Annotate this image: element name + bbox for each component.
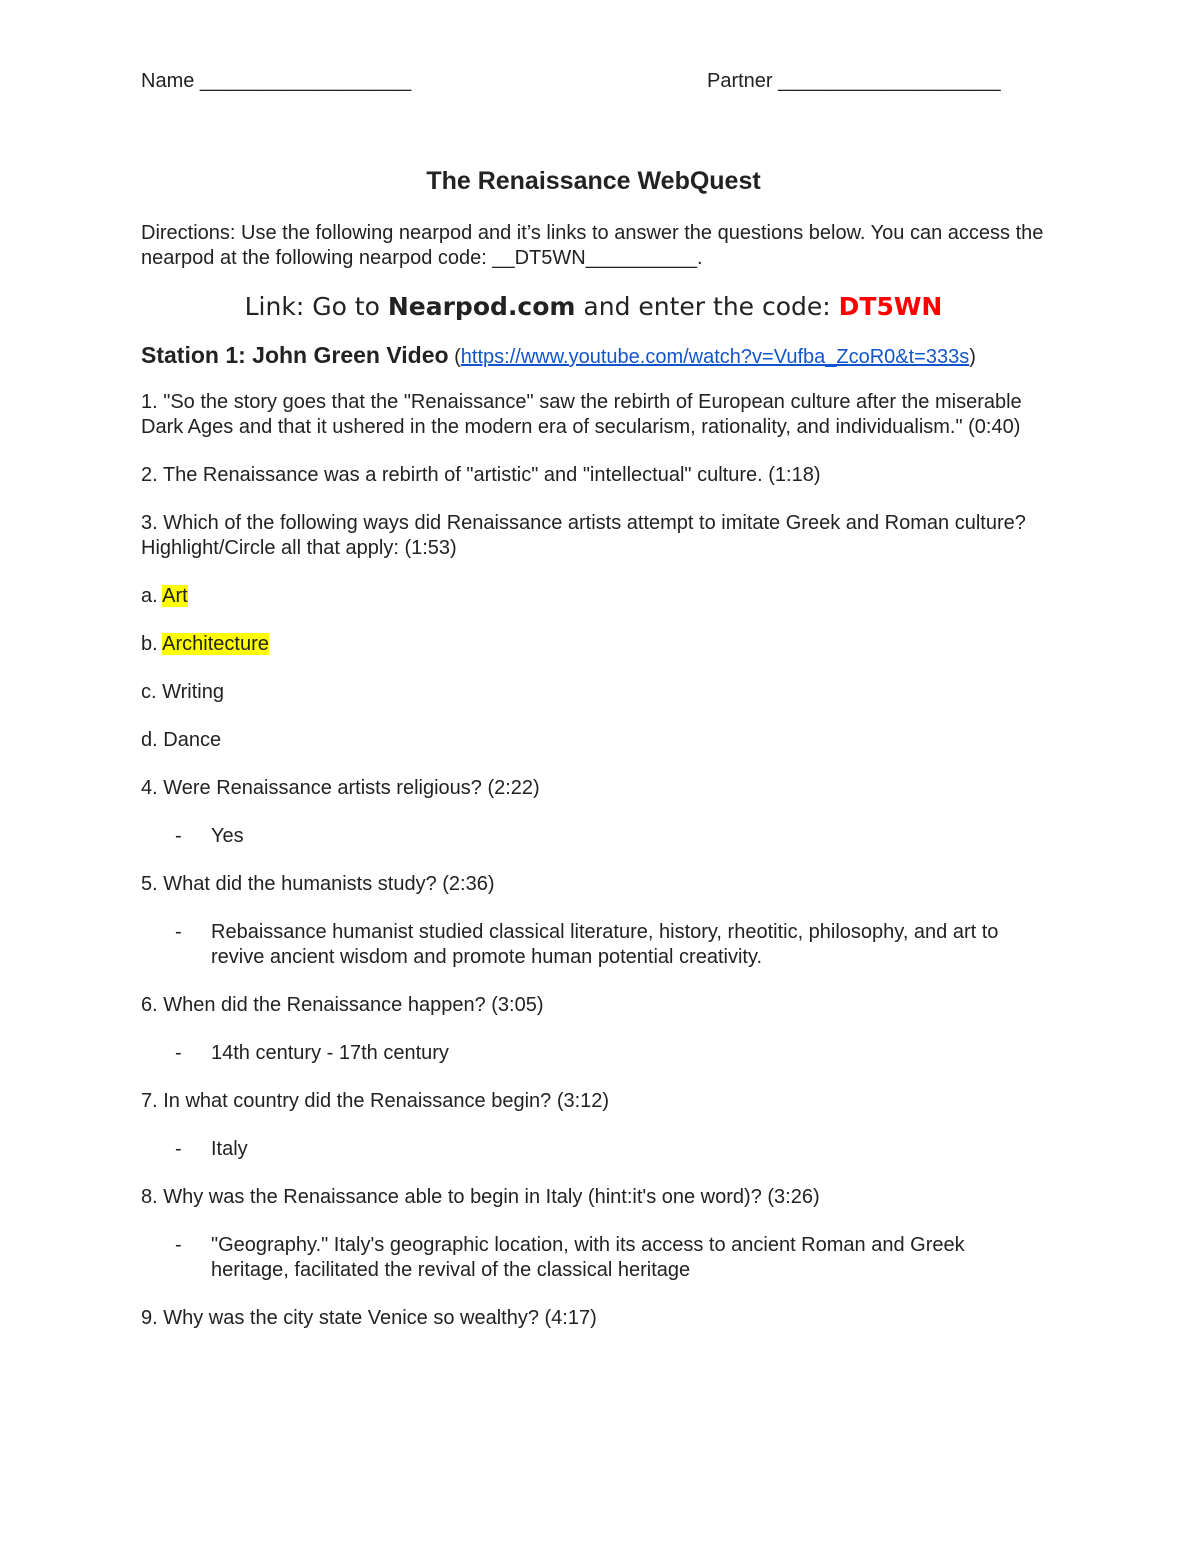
answer-text: "Geography." Italy's geographic location, with its access to ancient Roman and Greek heritage, facilitated the revival of the classical heritage (211, 1234, 965, 1281)
question-2: 2. The Renaissance was a rebirth of "artistic" and "intellectual" culture. (1:18) (141, 464, 821, 486)
question-5: 5. What did the humanists study? (2:36) (141, 873, 495, 895)
option-letter: b. (141, 633, 163, 655)
link-prefix: Link: Go to (244, 292, 388, 321)
answer-4[interactable] (141, 824, 1046, 849)
question-8: 8. Why was the Renaissance able to begin in Italy (hint:it's one word)? (3:26) (141, 1186, 820, 1208)
directions-text: Directions: Use the following nearpod and it’s links to answer the questions below. You can access the nearpod at the following nearpod code: __DT5WN__________. (141, 222, 1044, 269)
answer-text: 14th century - 17th century (211, 1042, 449, 1064)
answer-text: Italy (211, 1138, 248, 1160)
worksheet-content (141, 166, 1046, 1354)
name-field[interactable]: Name ___________________ (141, 70, 412, 92)
option-c[interactable] (141, 680, 1046, 705)
answer-dash: - (175, 1042, 182, 1064)
question-6: 6. When did the Renaissance happen? (3:05) (141, 994, 544, 1016)
open-paren: ( (448, 346, 461, 368)
answer-8[interactable] (141, 1233, 1046, 1283)
page-title: The Renaissance WebQuest (426, 167, 761, 195)
answer-dash: - (175, 921, 182, 943)
answer-dash: - (175, 825, 182, 847)
answer-7[interactable] (141, 1137, 1046, 1162)
answer-text: Yes (211, 825, 244, 847)
partner-field[interactable]: Partner ____________________ (707, 70, 1001, 92)
option-label: Writing (162, 681, 224, 703)
question-1: 1. "So the story goes that the "Renaissance" saw the rebirth of European culture after the miserable Dark Ages and that it ushered in the modern era of secularism, rationality, and individualism." (0:40) (141, 391, 1022, 438)
option-label: Dance (163, 729, 222, 751)
station-1-heading (141, 343, 1046, 370)
answer-6[interactable] (141, 1041, 1046, 1066)
nearpod-link-line (141, 291, 1046, 323)
station-title: Station 1: John Green Video (141, 342, 449, 368)
youtube-link[interactable]: https://www.youtube.com/watch?v=Vufba_ZcoR0&t=333s (460, 346, 970, 368)
option-d[interactable] (141, 728, 1046, 753)
option-letter: c. (141, 681, 163, 703)
option-label-highlighted: Art (162, 585, 188, 607)
link-middle: and enter the code: (575, 292, 839, 321)
option-label-highlighted: Architecture (162, 633, 269, 655)
question-9: 9. Why was the city state Venice so wealthy? (4:17) (141, 1307, 597, 1329)
answer-dash: - (175, 1138, 182, 1160)
nearpod-site: Nearpod.com (387, 292, 576, 321)
option-a[interactable] (141, 584, 1046, 609)
question-4: 4. Were Renaissance artists religious? (2:22) (141, 777, 540, 799)
question-7: 7. In what country did the Renaissance begin? (3:12) (141, 1090, 610, 1112)
option-letter: a. (141, 585, 163, 607)
answer-5[interactable] (141, 920, 1046, 970)
answer-dash: - (175, 1234, 182, 1256)
nearpod-code: DT5WN (838, 292, 943, 321)
option-letter: d. (141, 729, 164, 751)
question-3: 3. Which of the following ways did Renaissance artists attempt to imitate Greek and Roman culture? Highlight/Circle all that apply: (1:53) (141, 512, 1026, 559)
close-paren: ) (969, 346, 976, 368)
answer-text: Rebaissance humanist studied classical literature, history, rheotitic, philosophy, and art to revive ancient wisdom and promote human potential creativity. (211, 921, 999, 968)
option-b[interactable] (141, 632, 1046, 657)
